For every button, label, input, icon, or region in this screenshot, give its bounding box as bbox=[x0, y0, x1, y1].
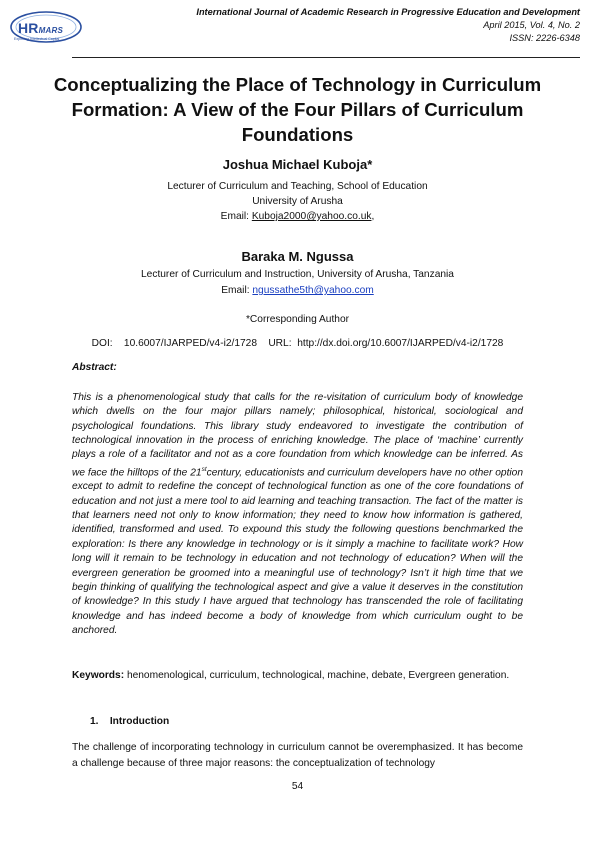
journal-header bbox=[196, 6, 580, 45]
author-2-name: Baraka M. Ngussa bbox=[241, 249, 354, 264]
abstract-text: This is a phenomenological study that calls for the re-visitation of curriculum body of knowledge which dwells on the four major pillars namely; philosophical, historical, sociological and psychological foundations. This library study endeavored to investigate the contribution of technological innovation in the process of enriching knowledge. The place of ‘machine’ currently plays a role of a facilitator and not as a core foundation from which knowledge can be inferred. As we face the hilltops of the 21stcentury, educationists and curriculum developers have no other option except to admit to redefine the concept of technological function as one of the core foundations of education and not just a mere tool to aid learning and teaching transaction. The fact of the matter is that learners need not only to know information; they need to know how information is gathered, identified, transformed and used. To expound this study the following questions benchmarked the exploration: Is there any knowledge in technology or is it simply a machine to facilitate work? How long will it remain to be technology in education and not technology of education? When will the evergreen generation be groomed into a meaningful use of technology? Isn’t it high time that we begin thinking of qualifying the technological aspect and give a value it deserves in the constitution of knowledge? In this study I have argued that technology has transcended the role of facilitating knowledge and has indeed become a body of knowledge from which curriculum ought to be anchored. bbox=[72, 392, 524, 636]
logo-tagline: Exploring Intellectual Capital bbox=[14, 37, 60, 41]
author-1-name: Joshua Michael Kuboja* bbox=[222, 157, 373, 172]
introduction-heading: 1. Introduction bbox=[90, 716, 170, 727]
author-2-email-label: Email: bbox=[221, 285, 250, 296]
doi-url-line[interactable]: DOI: 10.6007/IJARPED/v4-i2/1728 URL: http://dx.doi.org/10.6007/IJARPED/v4-i2/1728 bbox=[91, 338, 504, 349]
author-2-affiliation: Lecturer of Curriculum and Instruction, University of Arusha, Tanzania bbox=[141, 269, 454, 280]
author-1-email-link[interactable]: Kuboja2000@yahoo.co.uk bbox=[251, 211, 372, 222]
author-2-email-line bbox=[0, 283, 595, 298]
journal-logo bbox=[8, 8, 84, 48]
author-1-email-label: Email: bbox=[220, 211, 249, 222]
author-1-email-line: Email: Kuboja2000@yahoo.co.uk, bbox=[220, 211, 375, 222]
abstract-section bbox=[72, 391, 523, 638]
paper-title: Conceptualizing the Place of Technology in Curriculum Formation: A View of the Four Pillars of Curriculum Foundations bbox=[53, 74, 542, 145]
page-number: 54 bbox=[291, 781, 304, 792]
author-1-institution: University of Arusha bbox=[252, 196, 343, 207]
journal-issn: ISSN: 2226-6348 bbox=[509, 33, 580, 43]
keywords-text: henomenological, curriculum, technological, machine, debate, Evergreen generation. bbox=[126, 670, 510, 681]
logo-wordmark: HRMARS bbox=[18, 20, 63, 36]
author-1-affiliation: Lecturer of Curriculum and Teaching, School of Education bbox=[167, 181, 428, 192]
journal-issue: April 2015, Vol. 4, No. 2 bbox=[483, 20, 580, 30]
header-divider bbox=[72, 57, 580, 58]
introduction-section bbox=[72, 740, 523, 772]
keywords-line bbox=[72, 669, 559, 684]
keywords-label: Keywords: bbox=[72, 670, 125, 681]
corresponding-author-note: *Corresponding Author bbox=[245, 314, 350, 325]
abstract-heading: Abstract: bbox=[72, 362, 117, 373]
introduction-text: The challenge of incorporating technology in curriculum cannot be overemphasized. It has become a challenge because of three major reasons: the conceptualization of technology bbox=[72, 742, 523, 769]
journal-name: International Journal of Academic Research in Progressive Education and Development bbox=[196, 7, 580, 17]
author-2-email-link[interactable]: ngussathe5th@yahoo.com bbox=[252, 285, 374, 296]
